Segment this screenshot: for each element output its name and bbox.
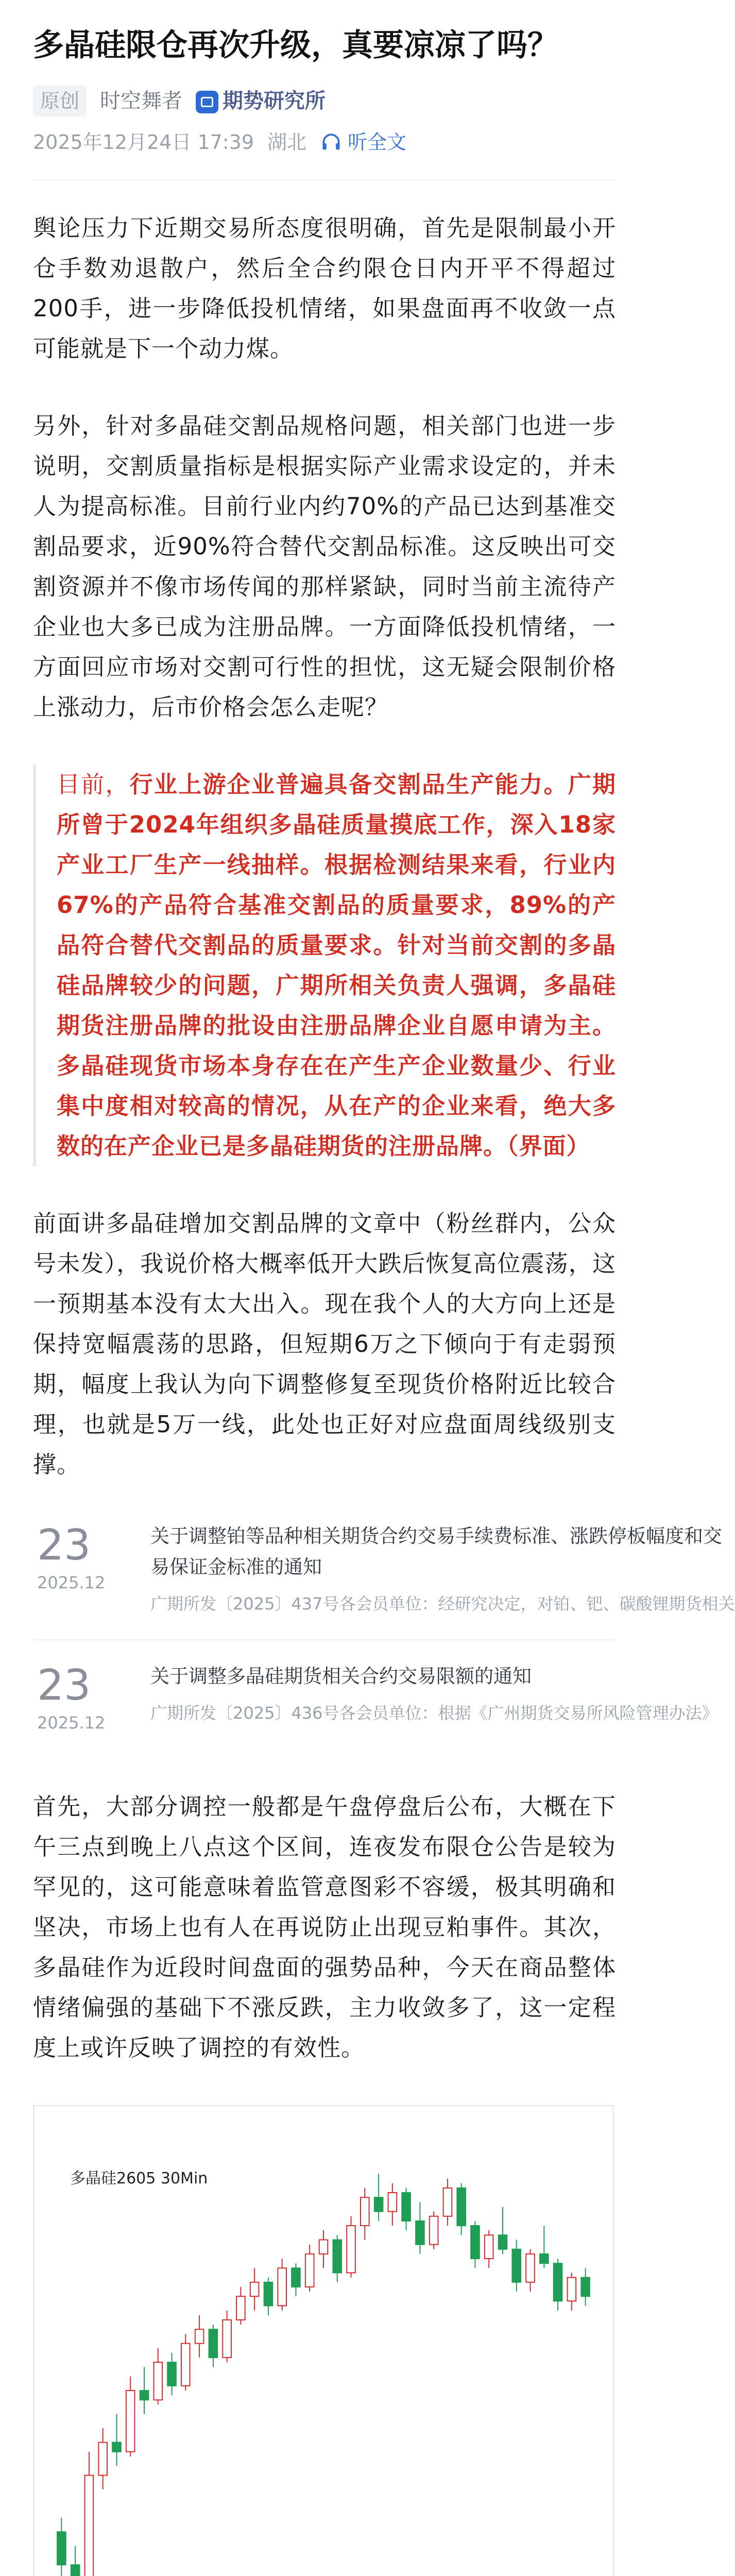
notice-item[interactable]	[33, 1640, 719, 1756]
candle-body	[85, 2476, 94, 2576]
account-logo-icon	[196, 91, 218, 113]
notice-content	[130, 1521, 735, 1619]
candle-body	[181, 2344, 190, 2386]
candle-body	[236, 2296, 245, 2320]
candle-body	[347, 2226, 355, 2273]
notice-title: 关于调整铂等品种相关期货合约交易手续费标准、涨跌停板幅度和交易保证金标准的通知	[150, 1525, 722, 1578]
notice-date	[33, 1661, 130, 1735]
account-name: 期势研究所	[223, 89, 326, 113]
candle-body	[457, 2188, 466, 2226]
candle-body	[278, 2268, 286, 2306]
candle-body	[71, 2565, 80, 2576]
candle-body	[499, 2235, 507, 2249]
listen-button[interactable]	[320, 128, 406, 157]
publish-date: 2025年12月24日 17:39	[33, 131, 254, 154]
candle-body	[526, 2254, 535, 2282]
listen-label: 听全文	[348, 131, 407, 154]
candle-body	[554, 2263, 562, 2301]
notice-summary: 广期所发〔2025〕436号各会员单位：根据《广州期货交易所风险管理办法》	[150, 1703, 719, 1723]
notice-summary: 广期所发〔2025〕437号各会员单位：经研究决定，对铂、钯、碳酸锂期货相关	[150, 1594, 735, 1614]
paragraph-3: 前面讲多晶硅增加交割品牌的文章中（粉丝群内，公众号未发），我说价格大概率低开大跌后恢复高位震荡，这一预期基本没有太大出入。现在我个人的大方向上还是保持宽幅震荡的思路，但短期6万之下倾向于有走弱预期，幅度上我认为向下调整修复至现货价格附近比较合理，也就是5万一线，此处也正好对应盘面周线级别支撑。	[33, 1210, 616, 1478]
author-name[interactable]: 时空舞者	[100, 89, 183, 113]
account-link[interactable]	[196, 86, 326, 116]
notice-item[interactable]	[33, 1500, 735, 1640]
candle-body	[333, 2240, 341, 2273]
candle-body	[430, 2216, 438, 2245]
quote-lead: 目前，	[57, 771, 130, 798]
candle-body	[416, 2221, 424, 2245]
candle-body	[167, 2362, 176, 2386]
candle-body	[153, 2362, 162, 2400]
candle-body	[305, 2254, 314, 2287]
candle-body	[98, 2443, 107, 2476]
candle-body	[126, 2391, 135, 2452]
notice-day: 23	[37, 1661, 91, 1710]
publish-location: 湖北	[267, 131, 307, 154]
candlestick-chart-svg	[34, 2106, 613, 2576]
candle-body	[443, 2188, 452, 2216]
exchange-notice-list	[33, 1500, 735, 1756]
paragraph-2: 另外，针对多晶硅交割品规格问题，相关部门也进一步说明，交割质量指标是根据实际产业需求设定的，并未人为提高标准。目前行业内约70%的产品已达到基准交割品要求，近90%符合替代交割品标准。这反映出可交割资源并不像市场传闻的那样紧缺，同时当前主流待产企业也大多已成为注册品牌。一方面降低投机情绪，一方面回应市场对交割可行性的担忧，这无疑会限制价格上涨动力，后市价格会怎么走呢？	[33, 412, 616, 721]
notice-date	[33, 1521, 130, 1595]
article-meta-secondary	[33, 128, 616, 157]
candle-body	[581, 2278, 590, 2297]
candle-body	[223, 2320, 231, 2358]
candle-body	[292, 2268, 300, 2287]
candle-body	[361, 2197, 369, 2226]
article-meta	[33, 86, 616, 116]
original-badge: 原创	[33, 86, 87, 116]
quote-text: 行业上游企业普遍具备交割品生产能力。广期所曾于2024年组织多晶硅质量摸底工作，深入18家产业工厂生产一线抽样。根据检测结果来看，行业内67%的产品符合基准交割品的质量要求，89%的产品符合替代交割品的质量要求。针对当前交割的多晶硅品牌较少的问题，广期所相关负责人强调，多晶硅期货注册品牌的批设由注册品牌企业自愿申请为主。多晶硅现货市场本身存在在产生产企业数量少、行业集中度相对较高的情况，从在产的企业来看，绝大多数的在产企业已是多晶硅期货的注册品牌。（界面）	[57, 771, 616, 1160]
candle-body	[374, 2197, 383, 2211]
candle-body	[402, 2193, 411, 2221]
candle-body	[112, 2443, 121, 2452]
chart-title: 多晶硅2605 30Min	[70, 2170, 208, 2188]
header-divider	[33, 179, 616, 180]
article-title: 多晶硅限仓再次升级，真要凉凉了吗？	[33, 27, 558, 63]
candle-body	[540, 2254, 549, 2263]
paragraph-1: 舆论压力下近期交易所态度很明确，首先是限制最小开仓手数劝退散户，然后全合约限仓日内开平不得超过200手，进一步降低投机情绪，如果盘面再不收敛一点可能就是下一个动力煤。	[33, 214, 616, 362]
candle-body	[250, 2282, 259, 2296]
candle-body	[319, 2240, 328, 2253]
candlestick-chart	[33, 2105, 614, 2576]
candle-body	[485, 2235, 493, 2259]
notice-day: 23	[37, 1521, 91, 1570]
candle-body	[140, 2391, 149, 2400]
notice-content	[130, 1661, 719, 1728]
paragraph-4: 首先，大部分调控一般都是午盘停盘后公布，大概在下午三点到晚上八点这个区间，连夜发布限仓公告是较为罕见的，这可能意味着监管意图彩不容缓，极其明确和坚决，市场上也有人在再说防止出现豆粕事件。其次，多晶硅作为近段时间盘面的强势品种，今天在商品整体情绪偏强的基础下不涨反跌，主力收敛多了，这一定程度上或许反映了调控的有效性。	[33, 1793, 616, 2061]
candle-body	[209, 2329, 218, 2358]
candles-group	[57, 2174, 590, 2576]
candle-body	[471, 2226, 480, 2259]
news-quote	[33, 765, 616, 1166]
notice-year-month: 2025.12	[37, 1573, 106, 1592]
notice-year-month: 2025.12	[37, 1713, 106, 1733]
candle-body	[195, 2329, 204, 2343]
candle-body	[388, 2193, 397, 2212]
candle-body	[568, 2278, 576, 2301]
candle-body	[512, 2249, 521, 2282]
candle-body	[57, 2532, 66, 2565]
candle-body	[264, 2282, 273, 2306]
notice-title: 关于调整多晶硅期货相关合约交易限额的通知	[150, 1665, 532, 1687]
headphones-icon	[320, 131, 343, 154]
